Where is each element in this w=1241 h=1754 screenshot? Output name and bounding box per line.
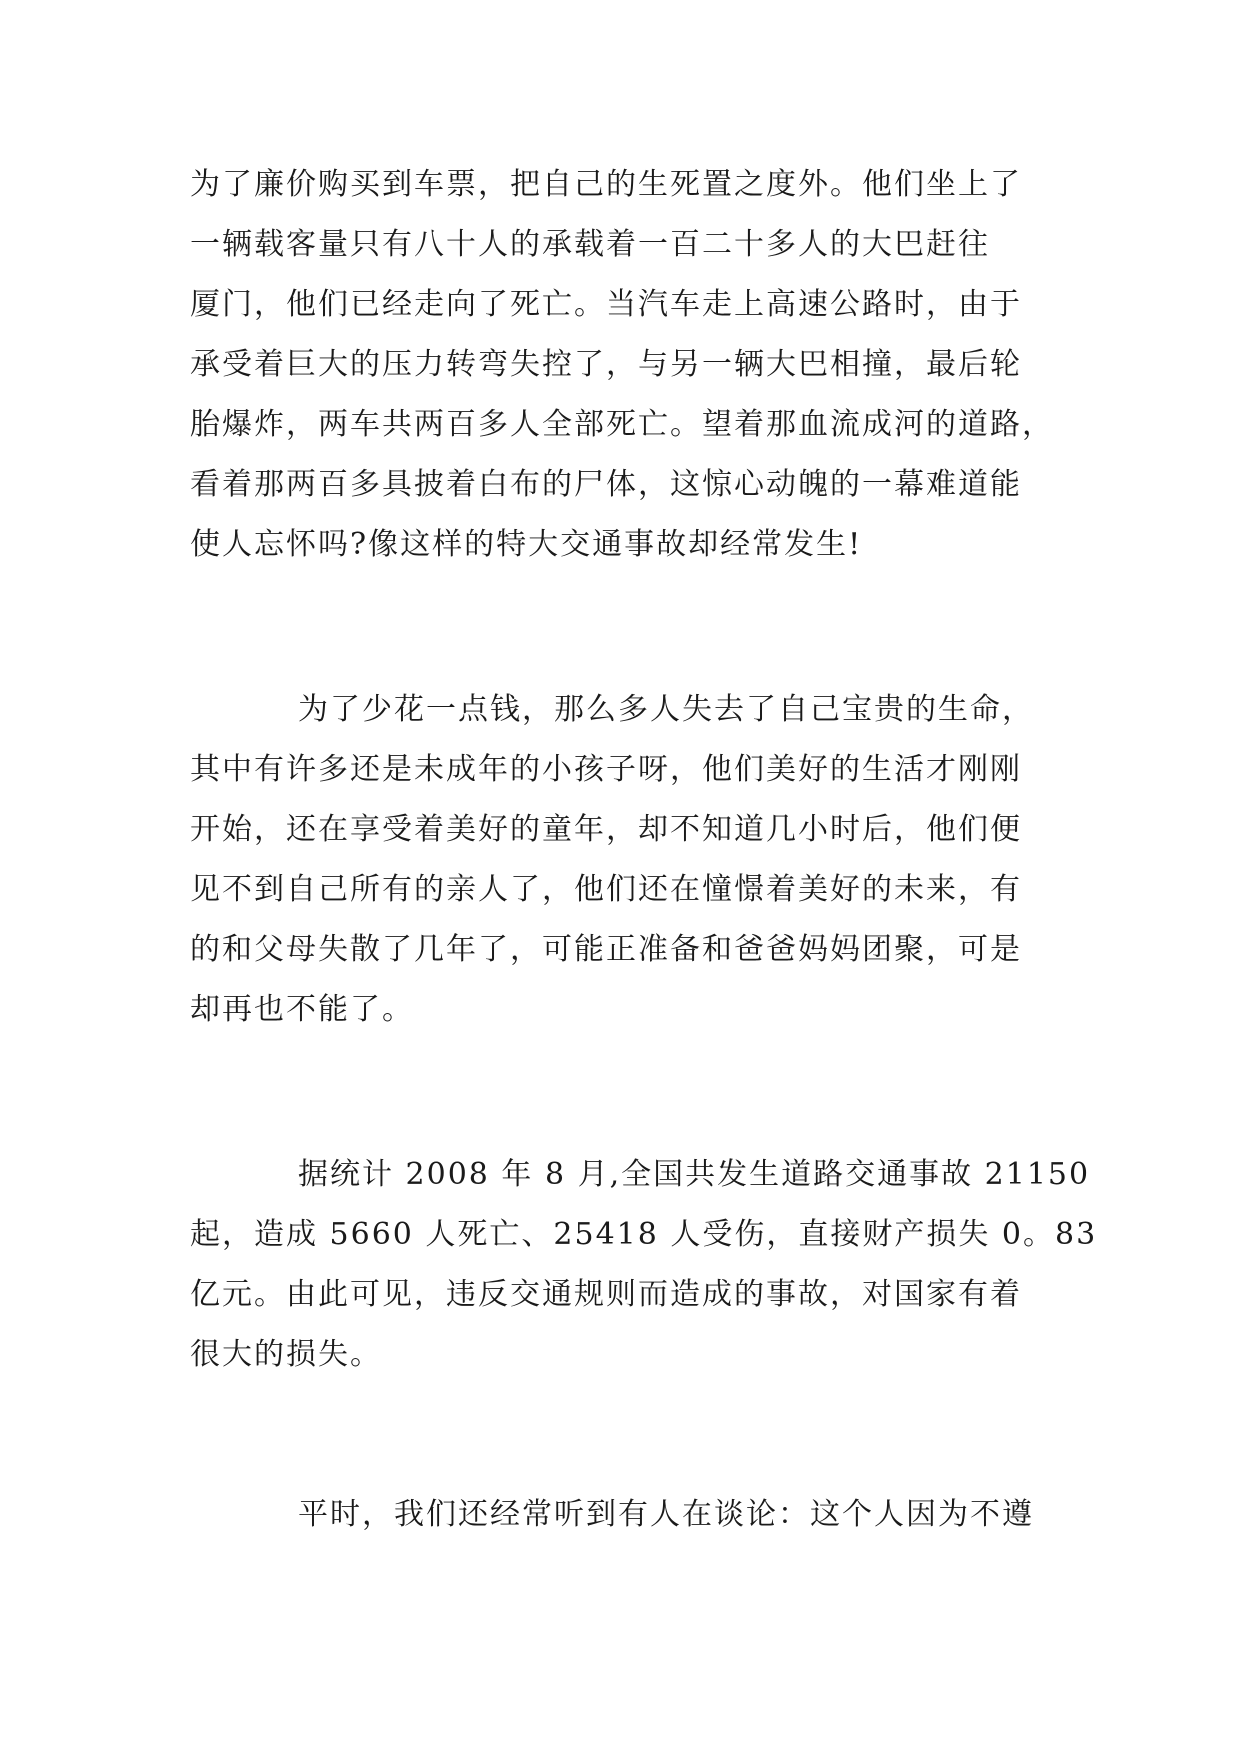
paragraph-4 bbox=[190, 1485, 1050, 1545]
paragraph-line: 其中有许多还是未成年的小孩子呀，他们美好的生活才刚刚 bbox=[190, 752, 1022, 787]
paragraph-line: 据统计 2008 年 8 月,全国共发生道路交通事故 21150 bbox=[298, 1157, 1091, 1192]
paragraph-line: 很大的损失。 bbox=[190, 1337, 382, 1372]
paragraph-line: 为了廉价购买到车票，把自己的生死置之度外。他们坐上了 bbox=[190, 167, 1022, 202]
paragraph-line: 一辆载客量只有八十人的承载着一百二十多人的大巴赶往 bbox=[190, 227, 990, 262]
paragraph-1 bbox=[190, 155, 1054, 575]
paragraph-line: 起，造成 5660 人死亡、25418 人受伤，直接财产损失 0。83 bbox=[190, 1217, 1098, 1252]
paragraph-line: 为了少花一点钱，那么多人失去了自己宝贵的生命， bbox=[298, 692, 1034, 727]
paragraph-line: 胎爆炸，两车共两百多人全部死亡。望着那血流成河的道路， bbox=[190, 407, 1054, 442]
paragraph-line: 平时，我们还经常听到有人在谈论：这个人因为不遵 bbox=[298, 1497, 1034, 1532]
paragraph-line: 看着那两百多具披着白布的尸体，这惊心动魄的一幕难道能 bbox=[190, 467, 1022, 502]
paragraph-line: 的和父母失散了几年了，可能正准备和爸爸妈妈团聚，可是 bbox=[190, 932, 1022, 967]
paragraph-line: 厦门，他们已经走向了死亡。当汽车走上高速公路时，由于 bbox=[190, 287, 1022, 322]
paragraph-line: 却再也不能了。 bbox=[190, 992, 414, 1027]
paragraph-line: 亿元。由此可见，违反交通规则而造成的事故，对国家有着 bbox=[190, 1277, 1022, 1312]
paragraph-line: 承受着巨大的压力转弯失控了，与另一辆大巴相撞，最后轮 bbox=[190, 347, 1022, 382]
paragraph-line: 使人忘怀吗?像这样的特大交通事故却经常发生! bbox=[190, 527, 863, 562]
paragraph-line: 见不到自己所有的亲人了，他们还在憧憬着美好的未来，有 bbox=[190, 872, 1022, 907]
paragraph-3 bbox=[190, 1145, 1098, 1385]
paragraph-2 bbox=[190, 680, 1050, 1040]
paragraph-line: 开始，还在享受着美好的童年，却不知道几小时后，他们便 bbox=[190, 812, 1022, 847]
